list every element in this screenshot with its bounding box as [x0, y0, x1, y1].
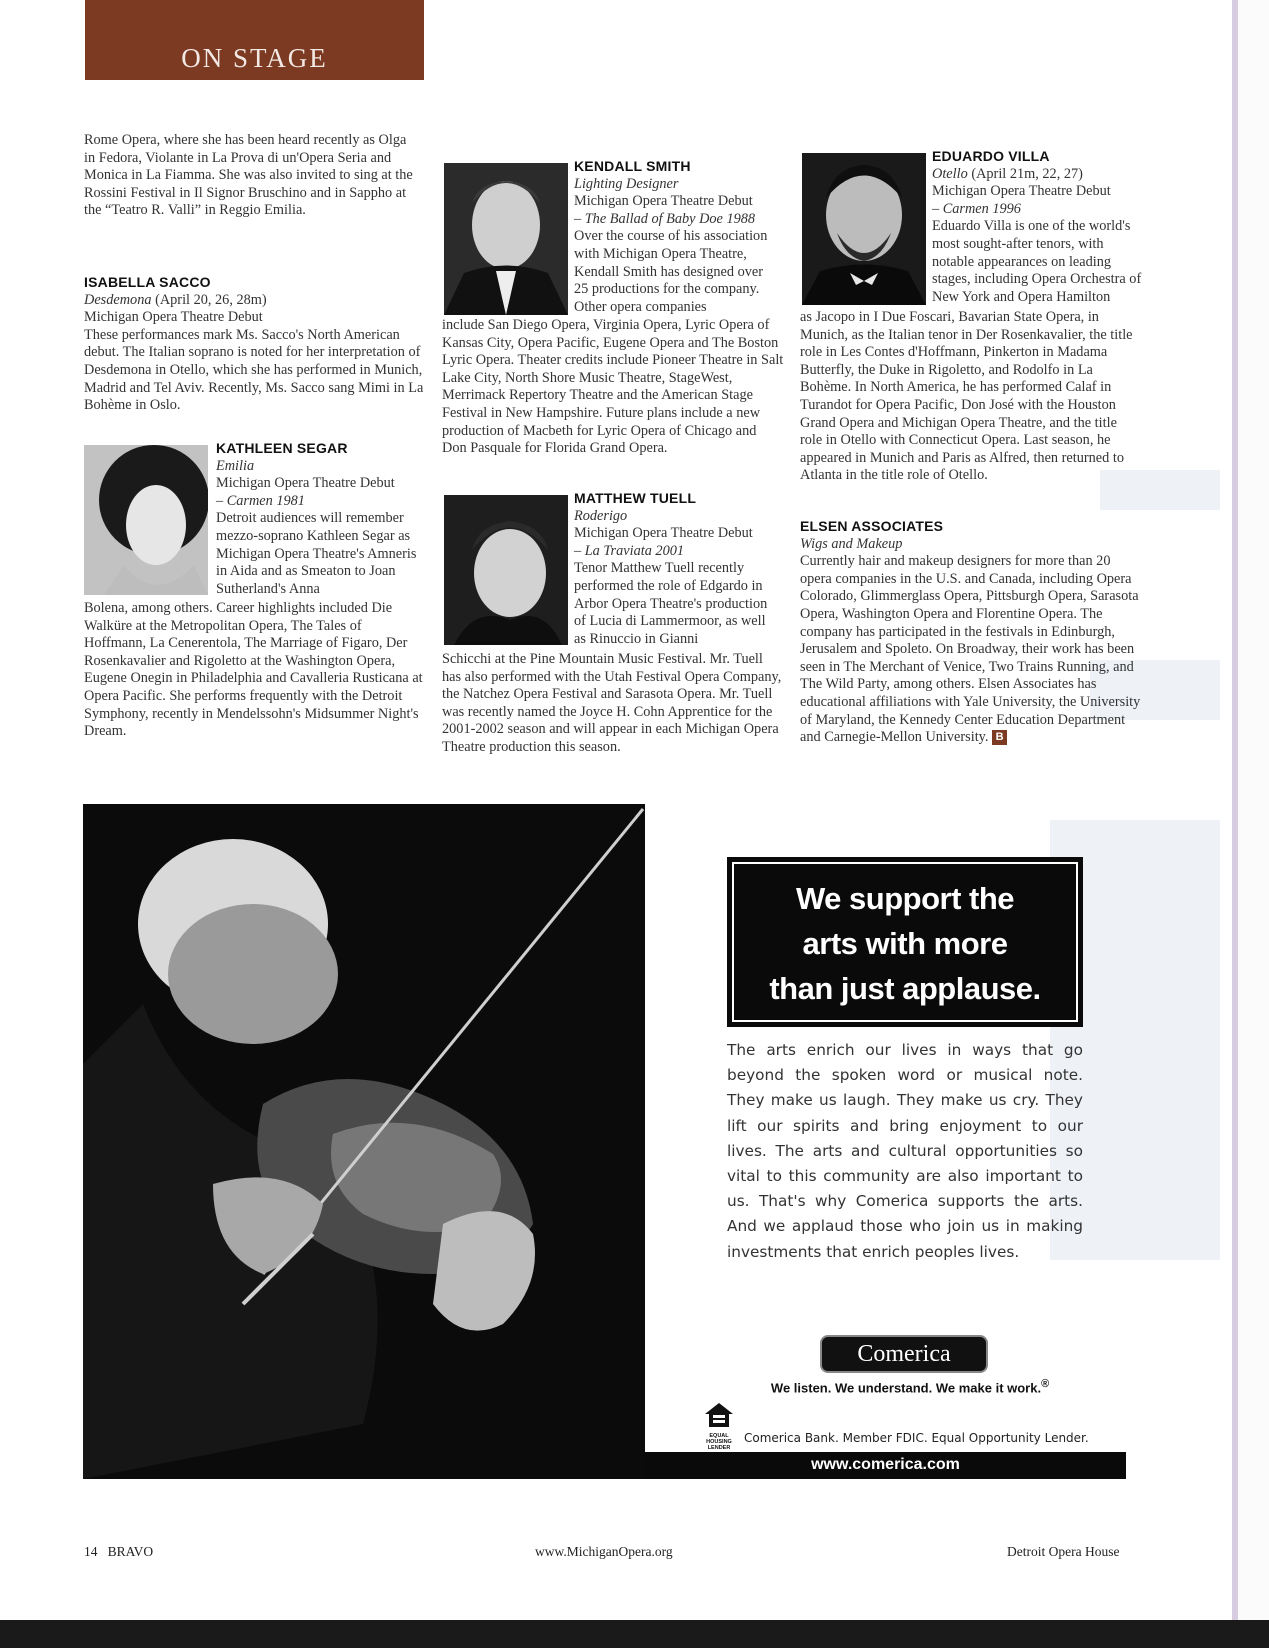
artist-role: Emilia [216, 457, 255, 474]
footer-page-label [84, 1544, 153, 1560]
bio-text: Detroit audiences will remember mezzo-soprano Kathleen Segar as Michigan Opera Theatre's Amneris in Aida and as Smeaton to Joan Sutherland's Anna [216, 510, 417, 597]
bio-elsen-associates [800, 518, 1142, 747]
comerica-logo: Comerica [820, 1335, 988, 1373]
bio-eduardo-villa [932, 148, 1142, 306]
ad-url-link[interactable]: www.comerica.com [811, 1456, 960, 1473]
debut-production: – La Traviata 2001 [574, 542, 685, 559]
portrait-kendall-smith [444, 163, 568, 315]
debut-line: Michigan Opera Theatre Debut [84, 309, 263, 326]
debut-line: Michigan Opera Theatre Debut [574, 193, 753, 210]
portrait-matthew-tuell [444, 495, 568, 645]
artist-role: Roderigo [574, 507, 628, 524]
ad-tagline: We listen. We understand. We make it work.® [770, 1378, 1050, 1396]
footer-venue: Detroit Opera House [1007, 1544, 1120, 1559]
artist-name: KENDALL SMITH [574, 158, 691, 174]
portrait-eduardo-villa [802, 153, 926, 305]
bio-matthew-tuell-continued: Schicchi at the Pine Mountain Music Festival. Mr. Tuell has also performed with the Utah Festival Opera Company, the Natchez Opera Festival and Sarasota Opera. Mr. Tuell was recently named the Joyce H. Cohn Apprentice for the 2001-2002 season and will appear in each Michigan Opera Theatre production this season. [442, 651, 782, 755]
debut-line: Michigan Opera Theatre Debut [932, 183, 1111, 200]
ad-body-text: The arts enrich our lives in ways that go beyond the spoken word or musical note. They make us laugh. They make us cry. They lift our spirits and bring enjoyment to our lives. The arts and cultural opportunities so vital to this community are also important to us. That's why Comerica supports the arts. And we applaud those who join us in making investments that enrich peoples lives. [727, 1041, 1083, 1261]
bio-matthew-tuell [574, 490, 779, 648]
artist-name: ELSEN ASSOCIATES [800, 518, 944, 534]
debut-production: – Carmen 1996 [932, 200, 1021, 217]
artist-role: Lighting Designer [574, 175, 679, 192]
bio-text: Currently hair and makeup designers for more than 20 opera companies in the U.S. and Canada, including Opera Colorado, Glimmerglass Opera, Pittsburgh Opera, Sarasota Opera, Washington Opera and Florentine Opera. The company has participated in the festivals in Edinburgh, Jerusalem and Spoleto. On Broadway, their work has been seen in The Merchant of Venice, Two Trains Running, and The Wild Party, among others. Elsen Associates has educational affiliations with Yale University, the University of Maryland, the Kennedy Center Education Department and Carnegie-Mellon University. B [800, 553, 1141, 746]
bio-kathleen-segar-continued: Bolena, among others. Career highlights included Die Walküre at the Metropolitan Opera, The Tales of Hoffmann, La Cenerentola, The Marriage of Figaro, Der Rosenkavalier and Rigoletto at the Washington Opera, Eugene Onegin in Philadelphia and Cavalleria Rusticana at Opera Pacific. She performs frequently with the Detroit Symphony, recently in Mendelssohn's Midsummer Night's Dream. [84, 600, 423, 740]
ad-url-bar [645, 1452, 1126, 1479]
ad-headline-box [727, 857, 1083, 1027]
artist-name: ISABELLA SACCO [84, 274, 211, 290]
violinist-photo [83, 804, 645, 1479]
debut-line: Michigan Opera Theatre Debut [574, 525, 753, 542]
bio-eduardo-villa-continued: as Jacopo in I Due Foscari, Bavarian State Opera, in Munich, as the Italian tenor in Der Rosenkavalier, the title role in Les Contes d'Hoffmann, Pinkerton in Madama Butterfly, the Duke in Rigoletto, and Rodolfo in La Bohème. In North America, he has performed Calaf in Turandot for Opera Pacific, Don José with the Houston Grand Opera and Michigan Opera Theatre, and the title role in Otello with Connecticut Opera. Last season, he appeared in Munich and Paris as Alfred, then returned to Atlanta in the title role of Otello. [800, 309, 1133, 484]
fdic-disclaimer: Comerica Bank. Member FDIC. Equal Opportunity Lender. [744, 1431, 1089, 1445]
artist-role: Otello (April 21m, 22, 27) [932, 165, 1083, 182]
bio-kathleen-segar [216, 440, 421, 598]
end-mark-icon: B [992, 730, 1007, 745]
artist-role: Wigs and Makeup [800, 535, 903, 552]
debut-production: – The Ballad of Baby Doe 1988 [574, 210, 756, 227]
magazine-name: BRAVO [107, 1544, 154, 1559]
footer-website: www.MichiganOpera.org [535, 1544, 673, 1559]
artist-name: KATHLEEN SEGAR [216, 440, 348, 456]
bio-text: These performances mark Ms. Sacco's North American debut. The Italian soprano is noted for her interpretation of Desdemona in Otello, which she has performed in Munich, Madrid and Tel Aviv. Recently, Ms. Sacco sang Mimi in La Bohème in Oslo. [84, 326, 424, 414]
section-header [85, 0, 424, 80]
page-number: 14 [84, 1544, 98, 1559]
page-edge [1232, 0, 1269, 1648]
bio-isabella-sacco [84, 274, 424, 415]
bio-text: Eduardo Villa is one of the world's most sought-after tenors, with notable appearances on leading stages, including Opera Orchestra of New York and Opera Hamilton [932, 218, 1142, 305]
artist-name: MATTHEW TUELL [574, 490, 697, 506]
debut-production: – Carmen 1981 [216, 492, 305, 509]
portrait-kathleen-segar [84, 445, 208, 595]
intro-paragraph: Rome Opera, where she has been heard recently as Olga in Fedora, Violante in La Prova di un'Opera Seria and Monica in La Fiamma. She was also invited to sing at the Rossini Festival in Il Signor Bruschino and in Sappho at the “Teatro R. Valli” in Reggio Emilia. [84, 132, 413, 219]
bio-text: Tenor Matthew Tuell recently performed the role of Edgardo in Arbor Opera Theatre's production of Lucia di Lammermoor, as well as Rinuccio in Gianni [574, 560, 768, 647]
section-title: ON STAGE [181, 43, 328, 73]
artist-name: EDUARDO VILLA [932, 148, 1050, 164]
ad-headline: We support the arts with more than just applause. [769, 881, 1041, 1006]
bio-kendall-smith [574, 158, 779, 316]
scan-edge [0, 1620, 1269, 1648]
bio-text: Over the course of his association with Michigan Opera Theatre, Kendall Smith has designed over 25 productions for the company. Other opera companies [574, 228, 768, 315]
bio-kendall-smith-continued: include San Diego Opera, Virginia Opera, Lyric Opera of Kansas City, Opera Pacific, Eugene Opera and The Boston Lyric Opera. Theater credits include Pioneer Theatre in Salt Lake City, North Shore Music Theatre, StageWest, Merrimack Repertory Theatre and the American Stage Festival in New Hampshire. Future plans include a new production of Macbeth for Lyric Opera of Chicago and Don Pasquale for Florida Grand Opera. [442, 317, 784, 457]
artist-role: Desdemona (April 20, 26, 28m) [84, 291, 267, 308]
equal-housing-lender-icon: EQUAL HOUSING LENDER [700, 1402, 738, 1451]
debut-line: Michigan Opera Theatre Debut [216, 475, 395, 492]
